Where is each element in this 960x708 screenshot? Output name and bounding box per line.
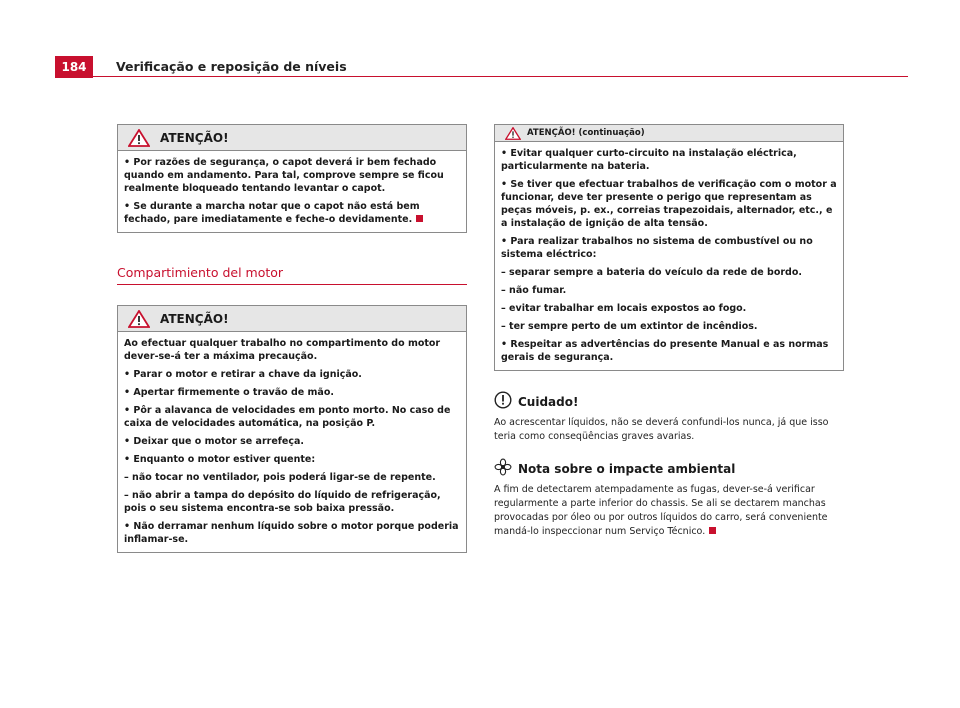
- warning-paragraph: • Pôr a alavanca de velocidades em ponto morto. No caso de caixa de velocidades automática, na posição P.: [124, 405, 451, 429]
- section-title: Compartimiento del motor: [117, 265, 467, 285]
- environment-text-content: A fim de detectarem atempadamente as fugas, dever-se-á verificar regularmente a parte inferior do chassis. Se ali se dectarem manchas provocadas por óleo ou por outros líquidos do carro, será conveniente mandá-lo inspeccionar num Serviço Técnico.: [494, 484, 828, 537]
- warning-box-engine: [117, 305, 467, 553]
- warning-body: [118, 332, 466, 552]
- page-header-title: Verificação e reposição de níveis: [116, 59, 347, 74]
- warning-title: ATENÇÃO!: [160, 311, 229, 326]
- environment-text: [494, 483, 844, 539]
- warning-paragraph: • Para realizar trabalhos no sistema de combustível ou no sistema eléctrico:: [501, 236, 813, 260]
- warning-triangle-icon: [128, 129, 150, 147]
- warning-paragraph: [124, 200, 460, 226]
- warning-paragraph: – não abrir a tampa do depósito do líquido de refrigeração, pois o seu sistema encontra-se sob baixa pressão.: [124, 490, 441, 514]
- warning-paragraph: • Deixar que o motor se arrefeça.: [124, 436, 304, 447]
- warning-paragraph: – ter sempre perto de um extintor de incêndios.: [501, 321, 758, 332]
- warning-box-hood: [117, 124, 467, 233]
- warning-paragraph: • Apertar firmemente o travão de mão.: [124, 387, 334, 398]
- warning-box-continued: [494, 124, 844, 371]
- environment-note: [494, 458, 844, 539]
- warning-paragraph: • Evitar qualquer curto-circuito na instalação eléctrica, particularmente na bateria.: [501, 148, 797, 172]
- warning-paragraph: Ao efectuar qualquer trabalho no compartimento do motor dever-se-á ter a máxima precaução.: [124, 338, 441, 362]
- right-column: [494, 124, 844, 539]
- flower-icon: [494, 458, 512, 480]
- warning-title: ATENÇÃO!: [160, 130, 229, 145]
- warning-paragraph: • Parar o motor e retirar a chave da ignição.: [124, 369, 362, 380]
- page-number: 184: [55, 56, 93, 78]
- warning-header: [118, 125, 466, 151]
- warning-paragraph: – não tocar no ventilador, pois poderá ligar-se de repente.: [124, 472, 436, 483]
- warning-triangle-icon: [505, 127, 521, 140]
- exclamation-circle-icon: [494, 391, 512, 413]
- warning-paragraph: • Respeitar as advertências do presente Manual e as normas gerais de segurança.: [501, 339, 829, 363]
- caution-title: Cuidado!: [518, 395, 579, 409]
- warning-paragraph-text: • Se durante a marcha notar que o capot não está bem fechado, pare imediatamente e feche-o devidamente.: [124, 201, 420, 225]
- caution-text: Ao acrescentar líquidos, não se deverá confundi-los nunca, já que isso teria como conseqüências graves avarias.: [494, 417, 829, 442]
- red-square-icon: [416, 215, 423, 222]
- warning-header: [495, 125, 843, 142]
- header-divider: [93, 76, 908, 77]
- warning-paragraph: • Não derramar nenhum líquido sobre o motor porque poderia inflamar-se.: [124, 521, 459, 545]
- caution-note: [494, 391, 844, 444]
- environment-header: [494, 458, 844, 480]
- warning-title: ATENÇÃO! (continuação): [527, 128, 645, 138]
- warning-paragraph: • Por razões de segurança, o capot deverá ir bem fechado quando em andamento. Para tal, comprove sempre se ficou realmente bloqueado tentando levantar o capot.: [124, 157, 444, 194]
- warning-paragraph: • Se tiver que efectuar trabalhos de verificação com o motor a funcionar, deve ter presente o perigo que representam as peças móveis, p. ex., correias trapezoidais, alternador, etc., e a instalação de ignição de alta tensão.: [501, 179, 837, 229]
- warning-paragraph: – separar sempre a bateria do veículo da rede de bordo.: [501, 267, 802, 278]
- left-column: [117, 124, 467, 553]
- warning-triangle-icon: [128, 310, 150, 328]
- caution-header: [494, 391, 844, 413]
- warning-paragraph: – não fumar.: [501, 285, 567, 296]
- red-square-icon: [709, 527, 716, 534]
- warning-paragraph: – evitar trabalhar em locais expostos ao fogo.: [501, 303, 747, 314]
- warning-paragraph: • Enquanto o motor estiver quente:: [124, 454, 316, 465]
- environment-title: Nota sobre o impacte ambiental: [518, 462, 736, 476]
- warning-body: [118, 151, 466, 232]
- warning-header: [118, 306, 466, 332]
- warning-body: [495, 142, 843, 370]
